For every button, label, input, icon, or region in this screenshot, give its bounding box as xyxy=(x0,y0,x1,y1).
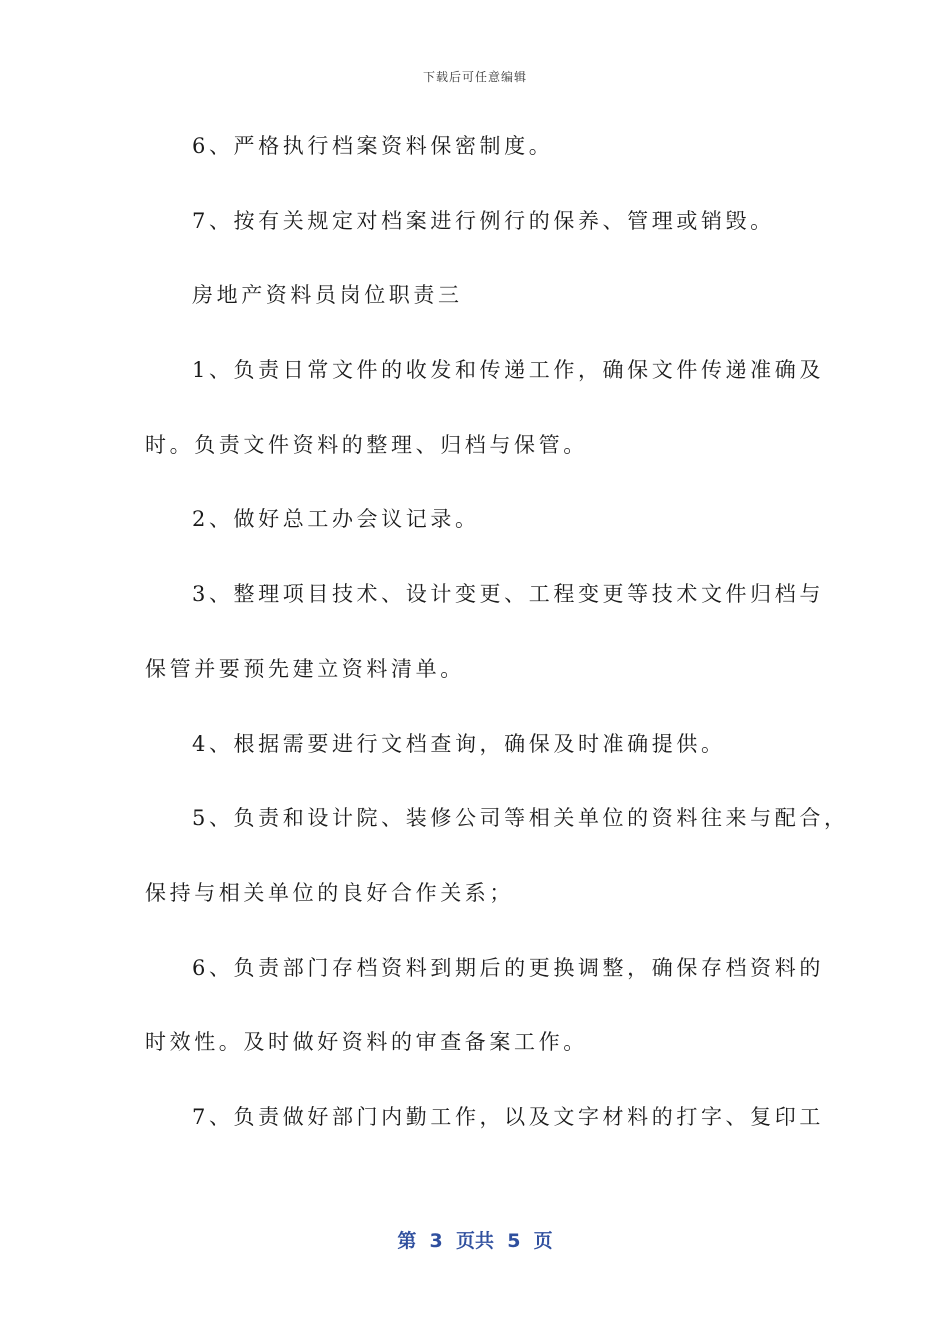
paragraph-line: 2、做好总工办会议记录。 xyxy=(192,507,480,532)
paragraph-line: 7、按有关规定对档案进行例行的保养、管理或销毁。 xyxy=(192,208,775,233)
paragraph-line: 时效性。及时做好资料的审查备案工作。 xyxy=(145,1030,588,1055)
paragraph-line: 6、负责部门存档资料到期后的更换调整，确保存档资料的 xyxy=(192,955,824,980)
paragraph-line: 1、负责日常文件的收发和传递工作，确保文件传递准确及 xyxy=(192,358,824,383)
paragraph-line: 7、负责做好部门内勤工作，以及文字材料的打字、复印工 xyxy=(192,1104,824,1129)
paragraph-line: 保管并要预先建立资料清单。 xyxy=(145,656,465,681)
page-number: 第 3 页共 5 页 xyxy=(397,1230,553,1252)
paragraph-line: 5、负责和设计院、装修公司等相关单位的资料往来与配合， xyxy=(192,806,849,831)
paragraph-line: 保持与相关单位的良好合作关系； xyxy=(145,880,514,905)
paragraph-line: 4、根据需要进行文档查询，确保及时准确提供。 xyxy=(192,731,726,756)
section-heading: 房地产资料员岗位职责三 xyxy=(192,283,463,308)
document-body xyxy=(145,128,849,1174)
paragraph-line: 时。负责文件资料的整理、归档与保管。 xyxy=(145,432,588,457)
paragraph-line: 3、整理项目技术、设计变更、工程变更等技术文件归档与 xyxy=(192,582,824,607)
header-note: 下载后可任意编辑 xyxy=(422,70,527,84)
paragraph-line: 6、严格执行档案资料保密制度。 xyxy=(192,134,554,158)
